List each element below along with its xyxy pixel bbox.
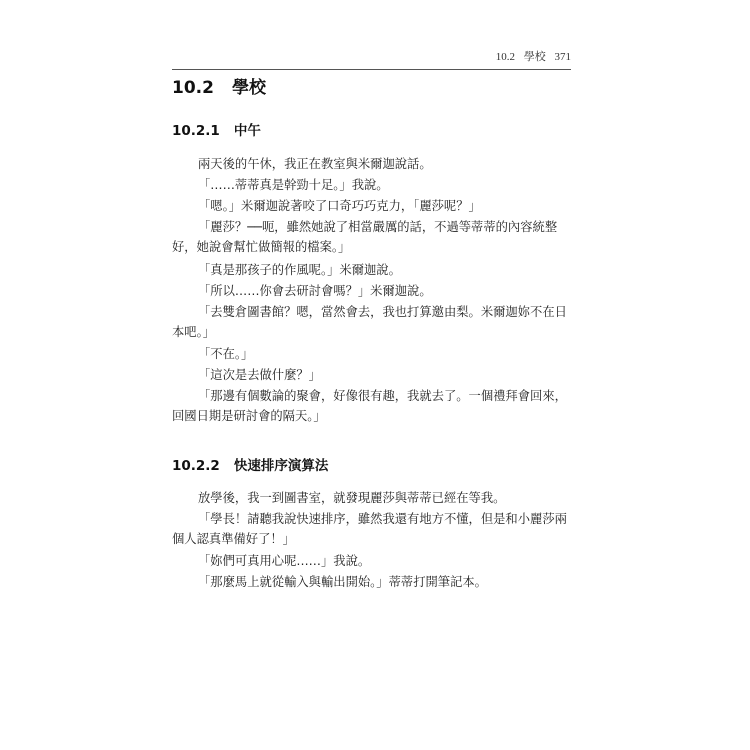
- subsection-number: 10.2.2: [172, 458, 220, 474]
- paragraph: 「那麼馬上就從輸入與輸出開始。」蒂蒂打開筆記本。: [198, 575, 487, 589]
- paragraph: 「麗莎？──呃，雖然她說了相當嚴厲的話，不過等蒂蒂的內容統整好，她說會幫忙做簡報的檔案。」: [172, 220, 558, 254]
- subsection-title: [172, 120, 261, 142]
- paragraph: 「……蒂蒂真是幹勁十足。」我說。: [198, 178, 389, 192]
- paragraph: 「這次是去做什麼？」: [198, 368, 321, 382]
- paragraph: 「不在。」: [198, 347, 254, 361]
- paragraph: 放學後，我一到圖書室，就發現麗莎與蒂蒂已經在等我。: [198, 491, 506, 505]
- header-section-name: 學校: [523, 51, 546, 63]
- section-title-text: 學校: [231, 78, 266, 98]
- paragraph: 「學長！請聽我說快速排序，雖然我還有地方不懂，但是和小麗莎兩個人認真準備好了！」: [172, 512, 567, 546]
- section-number: 10.2: [172, 78, 214, 98]
- subsection-title: [172, 455, 328, 477]
- paragraph: 「真是那孩子的作風呢。」米爾迦說。: [198, 263, 401, 277]
- paragraph: 「去雙倉圖書館？嗯，當然會去，我也打算邀由梨。米爾迦妳不在日本吧。」: [172, 305, 567, 339]
- running-header: [172, 48, 571, 68]
- subsection-title-text: 快速排序演算法: [233, 458, 329, 474]
- paragraph: 「妳們可真用心呢……」我說。: [198, 554, 371, 568]
- paragraph: 兩天後的午休，我正在教室與米爾迦說話。: [198, 157, 432, 171]
- header-rule: [172, 69, 571, 70]
- paragraph: 「嗯。」米爾迦說著咬了口奇巧巧克力，「麗莎呢？」: [198, 199, 481, 213]
- subsection-number: 10.2.1: [172, 123, 220, 139]
- subsection-title-text: 中午: [233, 123, 261, 139]
- paragraph: 「所以……你會去研討會嗎？」米爾迦說。: [198, 284, 432, 298]
- section-title: [172, 75, 266, 101]
- paragraph: 「那邊有個數論的聚會，好像很有趣，我就去了。一個禮拜會回來，回國日期是研討會的隔天。」: [172, 389, 567, 423]
- header-page-number: 371: [554, 51, 571, 63]
- header-section-number: 10.2: [495, 51, 515, 63]
